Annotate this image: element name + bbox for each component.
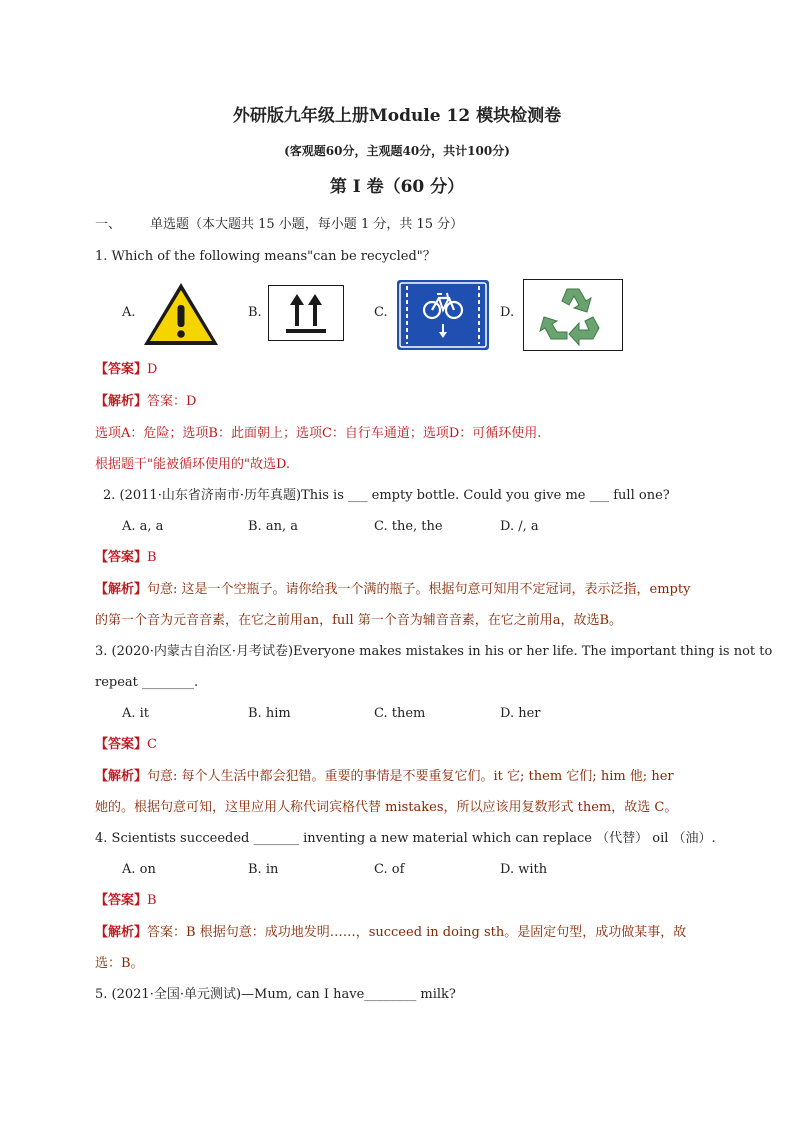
question-1-analysis-1: 答案：D [147, 394, 197, 409]
question-1-option-c-label: C. [374, 305, 388, 320]
question-4-option-d: D. with [500, 862, 548, 877]
answer-tag: 【答案】 [95, 893, 148, 908]
question-4-analysis-1: 答案：B 根据句意：成功地发明……，succeed in doing sth。是固定句型，成功做某事，故 [147, 925, 687, 940]
answer-tag: 【答案】 [95, 362, 148, 377]
question-2-option-d: D. /, a [500, 519, 539, 534]
question-3-option-d: D. her [500, 706, 541, 721]
question-3-option-a: A. it [122, 706, 150, 721]
question-2-analysis-1: 句意: 这是一个空瓶子。请你给我一个满的瓶子。根据句意可知用不定冠词，表示泛指，empty [147, 582, 691, 597]
question-3-answer-line [95, 735, 157, 755]
question-1-option-d-label: D. [500, 305, 515, 320]
question-1-option-a-label: A. [122, 305, 136, 320]
question-3-stem-2: repeat ________. [95, 675, 199, 690]
question-1-analysis-line [95, 392, 196, 412]
question-2-option-b: B. an, a [248, 519, 298, 534]
question-2-option-c: C. the, the [374, 519, 443, 534]
question-4-option-a: A. on [122, 862, 156, 877]
question-2-analysis-2: 的第一个音为元音音素，在它之前用an，full 第一个音为辅音音素，在它之前用a，故选B。 [95, 613, 623, 628]
part-description: 单选题（本大题共 15 小题，每小题 1 分，共 15 分） [150, 217, 464, 232]
analysis-tag: 【解析】 [95, 582, 148, 597]
question-1-option-b-label: B. [248, 305, 262, 320]
question-2-option-a: A. a, a [122, 519, 164, 534]
warning-triangle-icon [142, 281, 220, 347]
question-3-analysis-1: 句意: 每个人生活中都会犯错。重要的事情是不要重复它们。it 它; them 它们; him 他; her [147, 769, 674, 784]
question-3-option-b: B. him [248, 706, 291, 721]
question-1-answer-line [95, 360, 157, 380]
question-2-answer-line [95, 548, 157, 568]
bicycle-lane-sign-icon [397, 280, 489, 350]
question-1-stem: 1. Which of the following means"can be recycled"？ [95, 249, 436, 264]
question-2-answer: B [147, 550, 157, 565]
section-heading: 第 I 卷（60 分） [329, 177, 465, 197]
exam-subtitle: (客观题60分，主观题40分，共计100分) [284, 144, 510, 158]
question-3-analysis-2: 她的。根据句意可知，这里应用人称代词宾格代替 mistakes，所以应该用复数形式 them，故选 C。 [95, 800, 678, 815]
part-number: 一、 [95, 217, 122, 232]
analysis-tag: 【解析】 [95, 925, 148, 940]
question-3-option-c: C. them [374, 706, 426, 721]
question-2-analysis-line [95, 580, 690, 600]
question-1-answer: D [147, 362, 158, 377]
question-3-analysis-line [95, 767, 674, 787]
question-1-analysis-3: 根据题干"能被循环使用的"故选D. [95, 457, 291, 472]
question-4-answer-line [95, 891, 157, 911]
answer-tag: 【答案】 [95, 550, 148, 565]
question-4-stem: 4. Scientists succeeded _______ inventing a new material which can replace （代替） oil （油）. [95, 831, 716, 846]
exam-title: 外研版九年级上册Module 12 模块检测卷 [232, 106, 562, 126]
question-3-stem-1: 3. (2020·内蒙古自治区·月考试卷)Everyone makes mistakes in his or her life. The important thing is not to [95, 644, 773, 659]
question-4-analysis-line [95, 923, 686, 943]
question-1-analysis-2: 选项A：危险；选项B：此面朝上；选项C：自行车通道；选项D：可循环使用. [95, 426, 542, 441]
recycle-symbol-icon [523, 279, 623, 351]
analysis-tag: 【解析】 [95, 394, 148, 409]
question-4-option-b: B. in [248, 862, 279, 877]
answer-tag: 【答案】 [95, 737, 148, 752]
question-4-option-c: C. of [374, 862, 405, 877]
this-way-up-arrows-icon [268, 285, 344, 341]
question-5-stem: 5. (2021·全国·单元测试)—Mum, can I have________ milk? [95, 987, 456, 1002]
question-3-answer: C [147, 737, 157, 752]
question-2-stem: 2. (2011·山东省济南市·历年真题)This is ___ empty bottle. Could you give me ___ full one? [103, 488, 670, 503]
analysis-tag: 【解析】 [95, 769, 148, 784]
question-4-analysis-2: 选：B。 [95, 956, 144, 971]
question-4-answer: B [147, 893, 157, 908]
